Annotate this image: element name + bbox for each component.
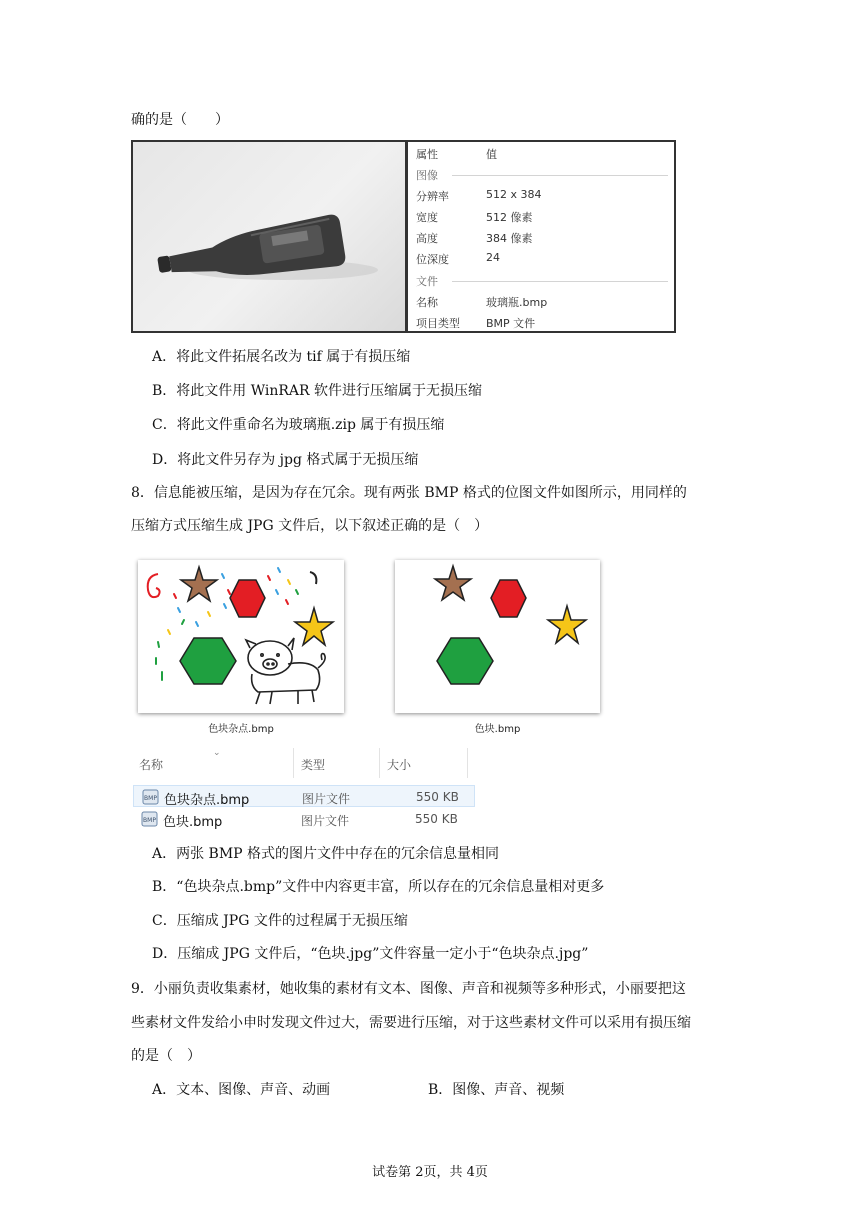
header-type[interactable]: 类型 (301, 758, 326, 772)
green-hexagon (437, 638, 493, 684)
caption-blocks: 色块.bmp (474, 724, 521, 735)
group-file-label: 文件 (416, 275, 438, 288)
file-name: 色块杂点.bmp (164, 793, 250, 808)
prop-resolution-value: 512 x 384 (486, 188, 542, 201)
bottle-photo (133, 142, 405, 331)
q9-stem-line2: 些素材文件发给小申时发现文件过大，需要进行压缩，对于这些素材文件可以采用有损压缩 (131, 1015, 691, 1031)
sort-chevron-icon: ⌄ (213, 748, 221, 758)
header-size[interactable]: 大小 (387, 758, 412, 772)
props-header-key: 属性 (416, 148, 438, 161)
q9-option-a: A．文本、图像、声音、动画 (152, 1082, 331, 1098)
prop-depth-value: 24 (486, 251, 500, 264)
blocks-drawing (395, 560, 600, 713)
bmp-file-icon (142, 789, 159, 805)
red-scribble (148, 574, 160, 597)
prop-depth-key: 位深度 (416, 253, 449, 266)
prop-height-key: 高度 (416, 232, 438, 245)
prop-width-key: 宽度 (416, 211, 438, 224)
pig-sketch (246, 638, 325, 704)
properties-panel (408, 142, 674, 331)
prop-resolution-key: 分辨率 (416, 190, 449, 203)
q7-stem-tail: 确的是（ ） (131, 112, 229, 128)
prop-width-value: 512 像素 (486, 211, 533, 224)
page-footer: 试卷第 2页，共 4页 (372, 1165, 488, 1180)
glass-bottle-image (133, 142, 405, 331)
green-hexagon (180, 638, 236, 684)
file-row[interactable] (133, 785, 475, 807)
q8-option-a: A．两张 BMP 格式的图片文件中存在的冗余信息量相同 (152, 846, 500, 862)
q8-stem-line2: 压缩方式压缩生成 JPG 文件后，以下叙述正确的是（ ） (131, 518, 489, 534)
bmp-file-icon (141, 811, 158, 827)
prop-type-value: BMP 文件 (486, 317, 536, 330)
group-image-divider (452, 175, 668, 176)
red-hexagon (230, 580, 265, 617)
caption-noisy-blocks: 色块杂点.bmp (208, 724, 274, 735)
brown-star (181, 567, 217, 601)
red-hexagon (491, 580, 526, 617)
blocks-image (395, 560, 600, 713)
q9-option-b: B．图像、声音、视频 (428, 1082, 565, 1098)
q7-option-c: C．将此文件重命名为玻璃瓶.zip 属于有损压缩 (152, 417, 445, 433)
q7-figure (131, 140, 676, 333)
svg-text:BMP: BMP (144, 795, 157, 802)
group-image-label: 图像 (416, 169, 438, 182)
prop-name-value: 玻璃瓶.bmp (486, 296, 548, 309)
prop-type-key: 项目类型 (416, 317, 460, 330)
svg-text:BMP: BMP (143, 817, 156, 824)
black-curve (310, 572, 316, 584)
q7-option-b: B．将此文件用 WinRAR 软件进行压缩属于无损压缩 (152, 383, 483, 399)
prop-height-value: 384 像素 (486, 232, 533, 245)
noisy-blocks-drawing (138, 560, 344, 713)
brown-star (435, 566, 471, 600)
q8-stem-line1: 8．信息能被压缩，是因为存在冗余。现有两张 BMP 格式的位图文件如图所示，用同样的 (131, 485, 687, 501)
q7-option-a: A．将此文件拓展名改为 tif 属于有损压缩 (152, 349, 411, 365)
q8-option-b: B．“色块杂点.bmp”文件中内容更丰富，所以存在的冗余信息量相对更多 (152, 879, 605, 895)
file-size: 550 KB (415, 812, 458, 826)
file-size: 550 KB (416, 790, 459, 804)
q9-stem-line3: 的是（ ） (131, 1048, 201, 1064)
yellow-star (548, 606, 586, 643)
group-file-divider (452, 281, 668, 282)
file-row[interactable] (133, 808, 475, 830)
noisy-blocks-image (138, 560, 344, 713)
file-list (133, 748, 475, 832)
header-name[interactable]: 名称 (139, 758, 164, 772)
file-type: 图片文件 (301, 814, 350, 828)
prop-name-key: 名称 (416, 296, 438, 309)
q8-option-c: C．压缩成 JPG 文件的过程属于无损压缩 (152, 913, 408, 929)
q7-option-d: D．将此文件另存为 jpg 格式属于无损压缩 (152, 452, 419, 468)
file-type: 图片文件 (302, 792, 351, 806)
props-header-value: 值 (486, 148, 497, 161)
file-name: 色块.bmp (163, 815, 223, 830)
q8-option-d: D．压缩成 JPG 文件后，“色块.jpg”文件容量一定小于“色块杂点.jpg” (152, 946, 589, 962)
yellow-star (295, 608, 333, 645)
q9-stem-line1: 9．小丽负责收集素材，她收集的素材有文本、图像、声音和视频等多种形式，小丽要把这 (131, 981, 686, 997)
